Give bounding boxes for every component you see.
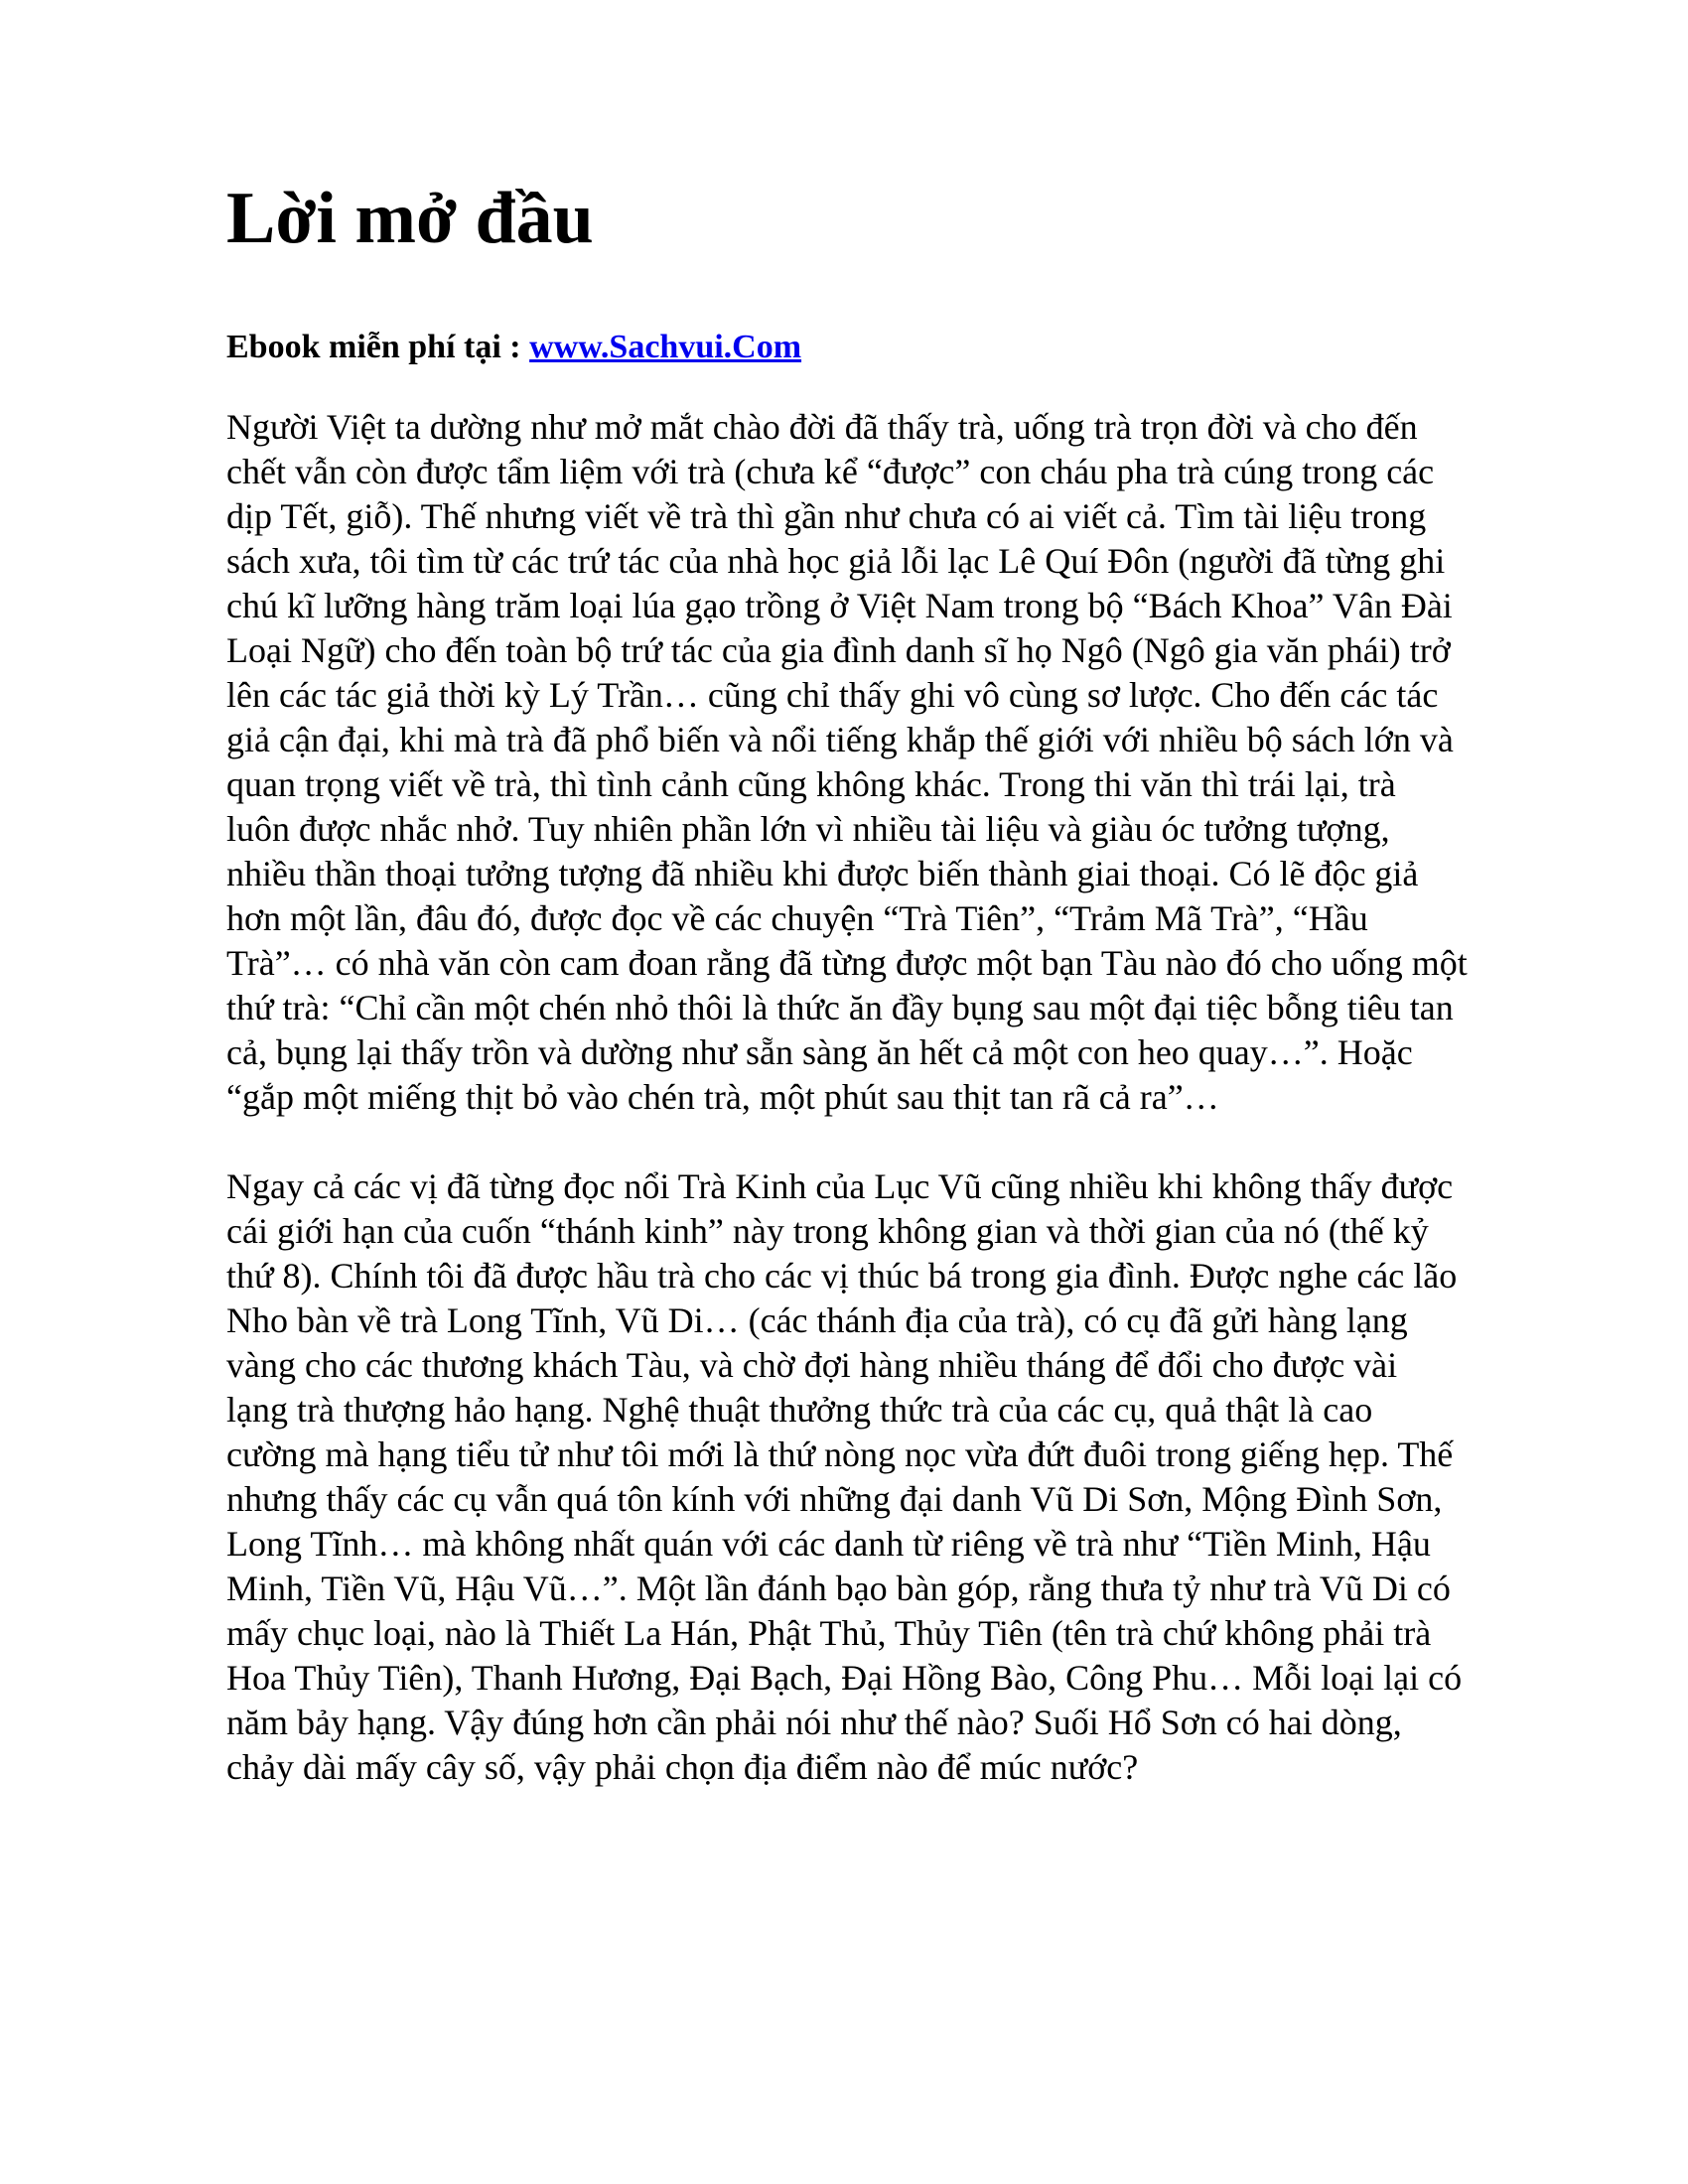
body-paragraph-2: Ngay cả các vị đã từng đọc nổi Trà Kinh của Lục Vũ cũng nhiều khi không thấy được cái giới hạn của cuốn “thánh kinh” này trong không gian và thời gian của nó (thế kỷ thứ 8). Chính tôi đã được hầu trà cho các vị thúc bá trong gia đình. Được nghe các lão Nho bàn về trà Long Tĩnh, Vũ Di… (các thánh địa của trà), có cụ đã gửi hàng lạng vàng cho các thương khách Tàu, và chờ đợi hàng nhiều tháng để đổi cho được vài lạng trà thượng hảo hạng. Nghệ thuật thưởng thức trà của các cụ, quả thật là cao cường mà hạng tiểu tử như tôi mới là thứ nòng nọc vừa đứt đuôi trong giếng hẹp. Thế nhưng thấy các cụ vẫn quá tôn kính với những đại danh Vũ Di Sơn, Mộng Đình Sơn, Long Tĩnh… mà không nhất quán với các danh từ riêng về trà như “Tiền Minh, Hậu Minh, Tiền Vũ, Hậu Vũ…”. Một lần đánh bạo bàn góp, rằng thưa tỷ như trà Vũ Di có mấy chục loại, nào là Thiết La Hán, Phật Thủ, Thủy Tiên (tên trà chứ không phải trà Hoa Thủy Tiên), Thanh Hương, Đại Bạch, Đại Hồng Bào, Công Phu… Mỗi loại lại có năm bảy hạng. Vậy đúng hơn cần phải nói như thế nào? Suối Hổ Sơn có hai dòng, chảy dài mấy cây số, vậy phải chọn địa điểm nào để múc nước? — [226, 1166, 1463, 1787]
ebook-source-line — [226, 328, 1468, 367]
page-title: Lời mở đầu — [226, 178, 594, 259]
document-page — [226, 179, 1468, 1790]
sachvui-link[interactable]: www.Sachvui.Com — [529, 329, 802, 365]
ebook-source-prefix: Ebook miễn phí tại : — [226, 329, 530, 365]
body-paragraph-1: Người Việt ta dường như mở mắt chào đời đã thấy trà, uống trà trọn đời và cho đến chết vẫn còn được tẩm liệm với trà (chưa kể “được” con cháu pha trà cúng trong các dịp Tết, giỗ). Thế nhưng viết về trà thì gần như chưa có ai viết cả. Tìm tài liệu trong sách xưa, tôi tìm từ các trứ tác của nhà học giả lỗi lạc Lê Quí Đôn (người đã từng ghi chú kĩ lưỡng hàng trăm loại lúa gạo trồng ở Việt Nam trong bộ “Bách Khoa” Vân Đài Loại Ngữ) cho đến toàn bộ trứ tác của gia đình danh sĩ họ Ngô (Ngô gia văn phái) trở lên các tác giả thời kỳ Lý Trần… cũng chỉ thấy ghi vô cùng sơ lược. Cho đến các tác giả cận đại, khi mà trà đã phổ biến và nổi tiếng khắp thế giới với nhiều bộ sách lớn và quan trọng viết về trà, thì tình cảnh cũng không khác. Trong thi văn thì trái lại, trà luôn được nhắc nhở. Tuy nhiên phần lớn vì nhiều tài liệu và giàu óc tưởng tượng, nhiều thần thoại tưởng tượng đã nhiều khi được biến thành giai thoại. Có lẽ độc giả hơn một lần, đâu đó, được đọc về các chuyện “Trà Tiên”, “Trảm Mã Trà”, “Hầu Trà”… có nhà văn còn cam đoan rằng đã từng được một bạn Tàu nào đó cho uống một thứ trà: “Chỉ cần một chén nhỏ thôi là thức ăn đầy bụng sau một đại tiệc bỗng tiêu tan cả, bụng lại thấy trồn và dường như sẵn sàng ăn hết cả một con heo quay…”. Hoặc “gắp một miếng thịt bỏ vào chén trà, một phút sau thịt tan rã cả ra”… — [226, 407, 1468, 1117]
